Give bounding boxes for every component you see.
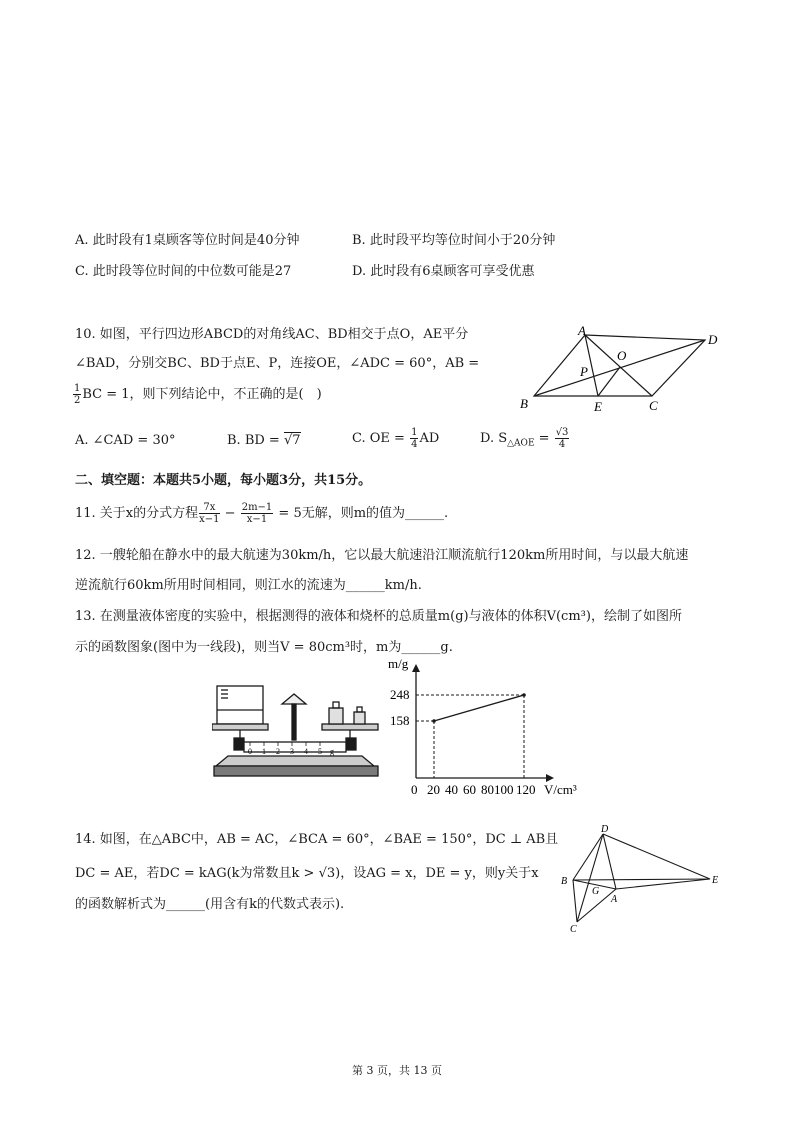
label-a: A [611, 894, 618, 905]
diagonal-ac [585, 335, 652, 396]
label-c: C [570, 924, 577, 934]
graph-line-segment [434, 695, 524, 721]
graph-y-tick-248: 248 [390, 687, 410, 702]
graph-x-tick-60: 60 [463, 782, 476, 797]
scale-tick-1: 1 [262, 747, 266, 756]
scale-tick-2: 2 [276, 747, 280, 756]
label-d: D [708, 332, 718, 347]
q10-fraction: $\frac{1}{2}$ [74, 383, 81, 406]
label-e: E [712, 875, 719, 886]
label-b: B [520, 396, 528, 411]
weight-large [329, 708, 343, 724]
q9-option-a: A. 此时段有1桌顾客等位时间是40分钟 [75, 233, 300, 248]
label-c: C [649, 398, 658, 413]
label-d: D [601, 824, 609, 835]
page-footer: 第 3 页，共 13 页 [352, 1064, 442, 1077]
weight-small [354, 712, 365, 724]
scale-base [216, 756, 374, 766]
q14-triangle-figure [555, 822, 725, 934]
q14-line3: 的函数解析式为______(用含有k的代数式表示). [75, 897, 345, 912]
segment-ae [616, 879, 710, 889]
q9-option-b: B. 此时段平均等位时间小于20分钟 [352, 233, 556, 248]
q10-option-d: D. $S_{\triangle AOE}$ = $\frac{√3}{4}$ [480, 427, 569, 450]
scale-dial [282, 694, 306, 704]
q13-line1: 13. 在测量液体密度的实验中，根据测得的液体和烧杯的总质量m(g)与液体的体积V(cm³)，绘制了如图所 [75, 609, 682, 624]
graph-x-tick-40: 40 [445, 782, 458, 797]
scale-tick-3: 3 [290, 747, 294, 756]
label-a: A [578, 323, 586, 338]
label-p: P [580, 364, 588, 379]
q14-line1: 14. 如图，在△ABC中，AB = AC，∠BCA = 60°，∠BAE = 150°，DC ⊥ AB且 [75, 832, 559, 847]
graph-x-tick-100: 100 [494, 782, 514, 797]
graph-y-label: m/g [388, 656, 409, 671]
label-b: B [561, 876, 568, 887]
q9-option-c: C. 此时段等位时间的中位数可能是27 [75, 264, 292, 279]
q12-line2: 逆流航行60km所用时间相同，则江水的流速为______km/h. [75, 578, 422, 593]
q10-line1: 10. 如图，平行四边形ABCD的对角线AC、BD相交于点O，AE平分 [75, 327, 469, 342]
segment-bc [573, 880, 577, 922]
q10-option-b: B. BD = √7 [227, 433, 301, 448]
segment-da [603, 834, 616, 889]
parallelogram-abcd [534, 335, 705, 396]
q10-parallelogram-figure [512, 322, 722, 414]
segment-dc [577, 834, 603, 922]
q12-line1: 12. 一艘轮船在静水中的最大航速为30km/h，它以最大航速沿江顺流航行120km所用时间，与以最大航速 [75, 548, 689, 563]
segment-de [603, 834, 710, 879]
segment-db [573, 834, 603, 880]
q11-text: 11. 关于x的分式方程 $\frac{7x}{x-1}$ − $\frac{2m-1}{x-1}$ = 5无解，则m的值为______. [75, 502, 449, 525]
q10-line2: ∠BAD，分别交BC、BD于点E、P，连接OE，∠ADC = 60°，AB = [75, 356, 480, 371]
label-g: G [592, 886, 600, 897]
graph-x-tick-0: 0 [411, 782, 418, 797]
scale-tick-4: 4 [304, 747, 308, 756]
q9-option-d: D. 此时段有6桌顾客可享受优惠 [352, 264, 535, 279]
q10-option-a: A. ∠CAD = 30° [75, 433, 176, 448]
graph-x-label: V/cm³ [544, 782, 577, 797]
q10-option-c: C. OE = $\frac{1}{4}$ AD [352, 427, 440, 450]
balance-scale-illustration [212, 684, 384, 786]
scale-tick-5: 5 [318, 747, 322, 756]
graph-x-tick-20: 20 [427, 782, 440, 797]
graph-x-tick-120: 120 [516, 782, 536, 797]
section-heading-fill-in: 二、填空题：本题共5小题，每小题3分，共15分。 [75, 473, 372, 488]
graph-y-tick-158: 158 [390, 713, 410, 728]
label-o: O [617, 348, 627, 363]
label-e: E [594, 399, 602, 414]
q10-line3: $\frac{1}{2}$ BC = 1，则下列结论中，不正确的是( ) [74, 383, 322, 406]
q13-line2: 示的函数图象(图中为一线段)，则当V = 80cm³时，m为______g. [75, 640, 453, 655]
graph-x-tick-80: 80 [481, 782, 494, 797]
scale-tick-0: 0 [248, 747, 252, 756]
beaker [217, 686, 263, 724]
scale-tick-unit: g [330, 747, 334, 756]
q14-line2: DC = AE，若DC = kAG(k为常数且k > √3)，设AG = x，DE = y，则y关于x [75, 866, 539, 881]
mass-volume-graph [380, 654, 594, 804]
segment-be [573, 879, 710, 880]
